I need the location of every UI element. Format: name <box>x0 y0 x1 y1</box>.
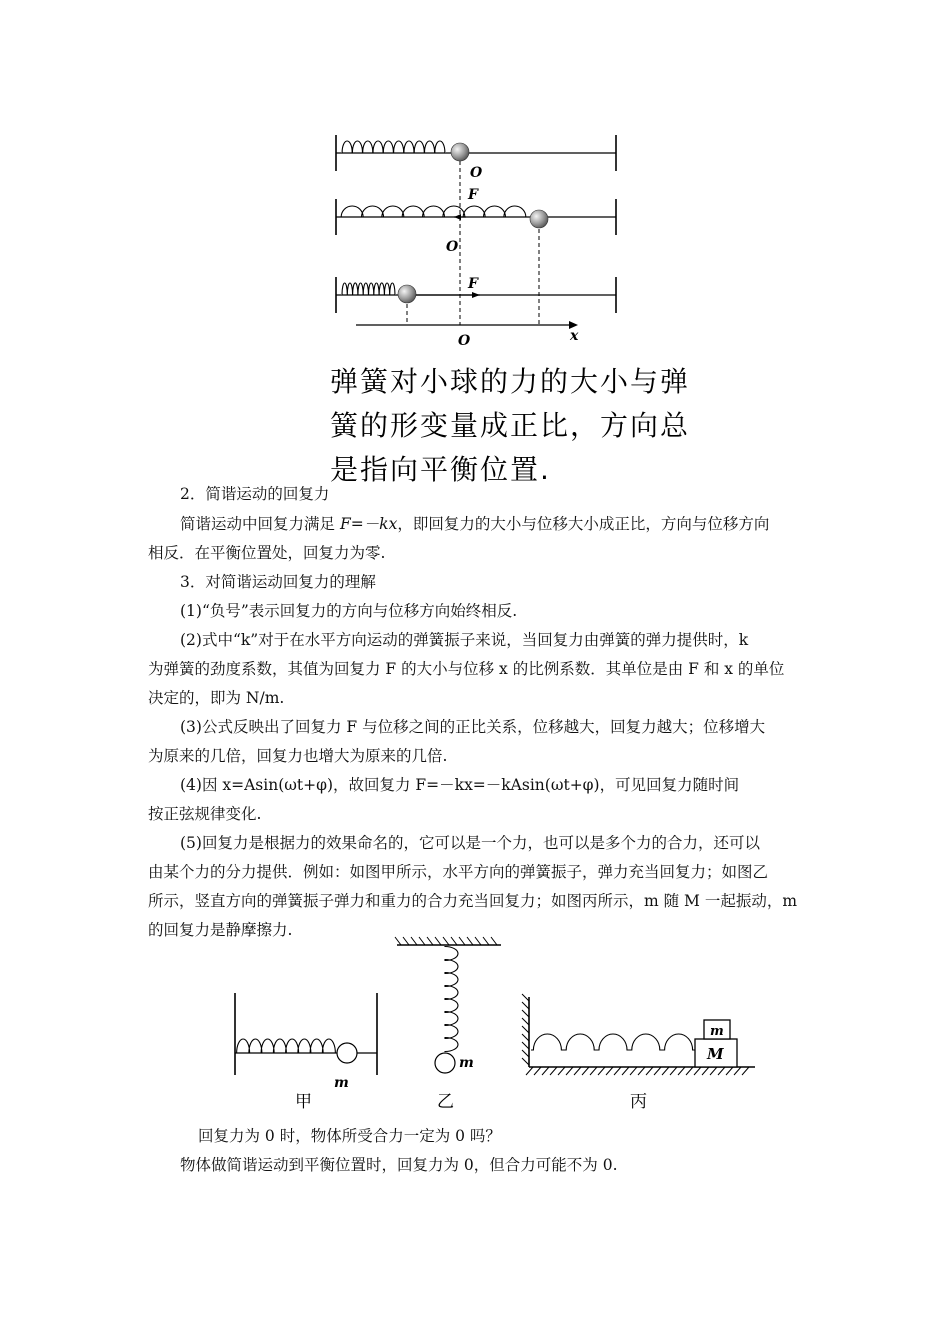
label-O: O <box>470 165 483 181</box>
handwritten-note-line-2: 簧的形变量成正比，方向总 <box>330 409 691 442</box>
item-4-cont: 按正弦规律变化. <box>148 805 262 823</box>
handwritten-note-line-1: 弹簧对小球的力的大小与弹 <box>330 365 691 398</box>
item-5-cont: 由某个力的分力提供．例如：如图甲所示，水平方向的弹簧振子，弹力充当回复力；如图乙 <box>148 863 769 881</box>
caption-jia: 甲 <box>295 1092 312 1112</box>
row-natural <box>336 135 616 181</box>
mass-ball <box>337 1043 357 1063</box>
label-F: F <box>468 187 478 203</box>
item-3: (3)公式反映出了回复力 F 与位移之间的正比关系，位移越大，回复力越大；位移增大 <box>180 718 766 736</box>
item-2: (2)式中“k”对于在水平方向运动的弹簧振子来说，当回复力由弹簧的弹力提供时，k <box>180 631 749 649</box>
label-m: m <box>710 1024 724 1039</box>
item-5: (5)回复力是根据力的效果命名的，它可以是一个力，也可以是多个力的合力，还可以 <box>180 834 760 852</box>
row-compressed <box>336 276 616 313</box>
figure-jia <box>235 993 377 1112</box>
label-O: O <box>458 333 471 349</box>
caption-yi: 乙 <box>437 1092 454 1112</box>
figure-yi <box>395 937 501 1112</box>
label-M: M <box>707 1045 724 1063</box>
spring-coil <box>237 1039 336 1053</box>
item-5-cont: 的回复力是静摩擦力. <box>148 921 293 939</box>
section-2-paragraph-cont: 相反．在平衡位置处，回复力为零. <box>148 544 386 562</box>
spring-coil <box>445 947 458 1052</box>
item-1: (1)“负号”表示回复力的方向与位移方向始终相反. <box>180 602 518 620</box>
item-2-cont: 决定的，即为 N/m. <box>148 689 285 707</box>
section-2-paragraph: 简谐运动中回复力满足 F=－kx，即回复力的大小与位移大小成正比，方向与位移方向 <box>180 515 770 533</box>
spring-states-figure <box>320 125 640 350</box>
mass-ball <box>435 1053 455 1073</box>
label-m: m <box>459 1055 474 1071</box>
spring-coil-natural <box>342 141 445 152</box>
x-axis <box>356 321 579 349</box>
spring-coil-stretched <box>341 206 526 217</box>
spring-coil <box>531 1034 695 1050</box>
ball <box>451 143 469 161</box>
item-3-cont: 为原来的几倍，回复力也增大为原来的几倍. <box>148 747 448 765</box>
answer: 物体做简谐运动到平衡位置时，回复力为 0，但合力可能不为 0. <box>180 1156 618 1174</box>
row-stretched <box>336 187 616 255</box>
label-m: m <box>334 1075 349 1091</box>
item-4: (4)因 x=Asin(ωt+φ)，故回复力 F=－kx=－kAsin(ωt+φ)，可见回复力随时间 <box>180 776 740 794</box>
force-arrow-right <box>472 292 480 298</box>
label-x: x <box>570 328 579 344</box>
section-2-heading: 2．简谐运动的回复力 <box>180 485 330 503</box>
label-O: O <box>446 239 459 255</box>
handwritten-note-line-3: 是指向平衡位置. <box>330 453 551 486</box>
item-5-cont: 所示，竖直方向的弹簧振子弹力和重力的合力充当回复力；如图丙所示，m 随 M 一起振动，m <box>148 892 798 910</box>
spring-coil-compressed <box>342 283 395 294</box>
ball <box>530 210 548 228</box>
section-3-heading: 3．对简谐运动回复力的理解 <box>180 573 376 591</box>
caption-bing: 丙 <box>630 1092 647 1112</box>
label-F: F <box>468 276 478 292</box>
question: 回复力为 0 时，物体所受合力一定为 0 吗？ <box>198 1127 501 1145</box>
ball <box>398 285 416 303</box>
spring-examples-figure <box>225 935 765 1120</box>
item-2-cont: 为弹簧的劲度系数，其值为回复力 F 的大小与位移 x 的比例系数．其单位是由 F 和 x 的单位 <box>148 660 785 678</box>
figure-bing <box>522 994 755 1112</box>
